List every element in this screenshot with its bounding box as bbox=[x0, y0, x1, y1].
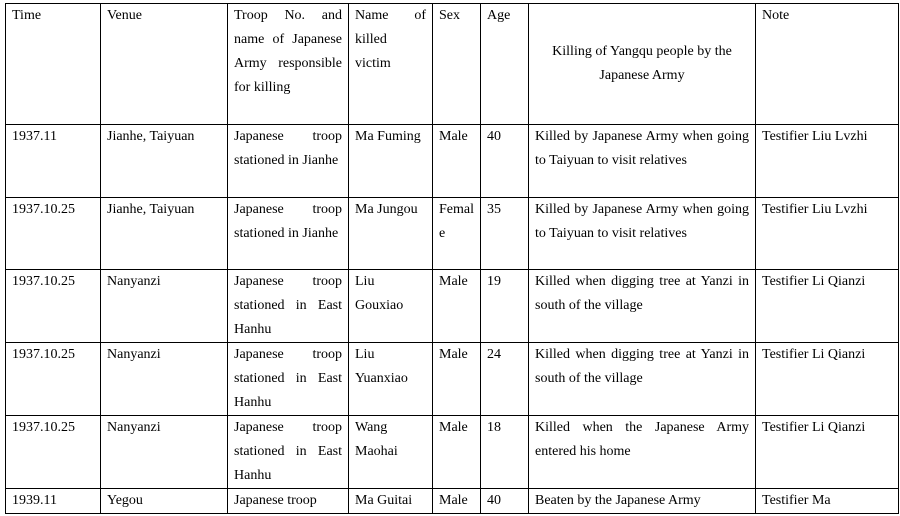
cell-venue: Yegou bbox=[101, 489, 228, 514]
cell-note: Testifier Ma bbox=[756, 489, 899, 514]
table-row bbox=[6, 270, 899, 343]
cell-sex: Male bbox=[433, 270, 481, 343]
table-row bbox=[6, 343, 899, 416]
table-row bbox=[6, 489, 899, 514]
header-age: Age bbox=[481, 4, 529, 125]
cell-victim: Wang Maohai bbox=[349, 416, 433, 489]
header-time: Time bbox=[6, 4, 101, 125]
table-header-row bbox=[6, 4, 899, 125]
cell-victim: Liu Gouxiao bbox=[349, 270, 433, 343]
cell-sex: Male bbox=[433, 416, 481, 489]
cell-venue: Jianhe, Taiyuan bbox=[101, 198, 228, 270]
cell-note: Testifier Li Qianzi bbox=[756, 270, 899, 343]
victims-table bbox=[5, 3, 899, 514]
header-killing: Killing of Yangqu people by the Japanese Army bbox=[529, 4, 756, 125]
cell-note: Testifier Li Qianzi bbox=[756, 343, 899, 416]
cell-age: 19 bbox=[481, 270, 529, 343]
cell-sex: Male bbox=[433, 343, 481, 416]
cell-victim: Ma Guitai bbox=[349, 489, 433, 514]
cell-killing: Killed when digging tree at Yanzi in south of the village bbox=[529, 343, 756, 416]
cell-time: 1939.11 bbox=[6, 489, 101, 514]
cell-troop: Japanese troop stationed in East Hanhu bbox=[228, 416, 349, 489]
cell-victim: Ma Jungou bbox=[349, 198, 433, 270]
cell-note: Testifier Li Qianzi bbox=[756, 416, 899, 489]
cell-killing: Killed by Japanese Army when going to Taiyuan to visit relatives bbox=[529, 125, 756, 198]
cell-venue: Nanyanzi bbox=[101, 343, 228, 416]
cell-troop: Japanese troop bbox=[228, 489, 349, 514]
cell-sex: Female bbox=[433, 198, 481, 270]
cell-troop: Japanese troop stationed in East Hanhu bbox=[228, 270, 349, 343]
cell-age: 18 bbox=[481, 416, 529, 489]
cell-venue: Nanyanzi bbox=[101, 270, 228, 343]
cell-troop: Japanese troop stationed in Jianhe bbox=[228, 125, 349, 198]
cell-time: 1937.10.25 bbox=[6, 198, 101, 270]
cell-troop: Japanese troop stationed in East Hanhu bbox=[228, 343, 349, 416]
cell-victim: Liu Yuanxiao bbox=[349, 343, 433, 416]
header-sex: Sex bbox=[433, 4, 481, 125]
cell-troop: Japanese troop stationed in Jianhe bbox=[228, 198, 349, 270]
cell-time: 1937.10.25 bbox=[6, 343, 101, 416]
cell-time: 1937.10.25 bbox=[6, 416, 101, 489]
cell-sex: Male bbox=[433, 489, 481, 514]
cell-victim: Ma Fuming bbox=[349, 125, 433, 198]
table-row bbox=[6, 198, 899, 270]
cell-killing: Killed when digging tree at Yanzi in south of the village bbox=[529, 270, 756, 343]
cell-sex: Male bbox=[433, 125, 481, 198]
cell-killing: Beaten by the Japanese Army bbox=[529, 489, 756, 514]
cell-age: 24 bbox=[481, 343, 529, 416]
cell-age: 40 bbox=[481, 125, 529, 198]
header-note: Note bbox=[756, 4, 899, 125]
table-row bbox=[6, 125, 899, 198]
cell-note: Testifier Liu Lvzhi bbox=[756, 125, 899, 198]
cell-time: 1937.10.25 bbox=[6, 270, 101, 343]
cell-killing: Killed by Japanese Army when going to Taiyuan to visit relatives bbox=[529, 198, 756, 270]
cell-time: 1937.11 bbox=[6, 125, 101, 198]
header-victim: Name of killed victim bbox=[349, 4, 433, 125]
cell-venue: Nanyanzi bbox=[101, 416, 228, 489]
header-troop: Troop No. and name of Japanese Army responsible for killing bbox=[228, 4, 349, 125]
cell-age: 40 bbox=[481, 489, 529, 514]
cell-note: Testifier Liu Lvzhi bbox=[756, 198, 899, 270]
cell-venue: Jianhe, Taiyuan bbox=[101, 125, 228, 198]
cell-killing: Killed when the Japanese Army entered his home bbox=[529, 416, 756, 489]
header-venue: Venue bbox=[101, 4, 228, 125]
table-row bbox=[6, 416, 899, 489]
cell-age: 35 bbox=[481, 198, 529, 270]
